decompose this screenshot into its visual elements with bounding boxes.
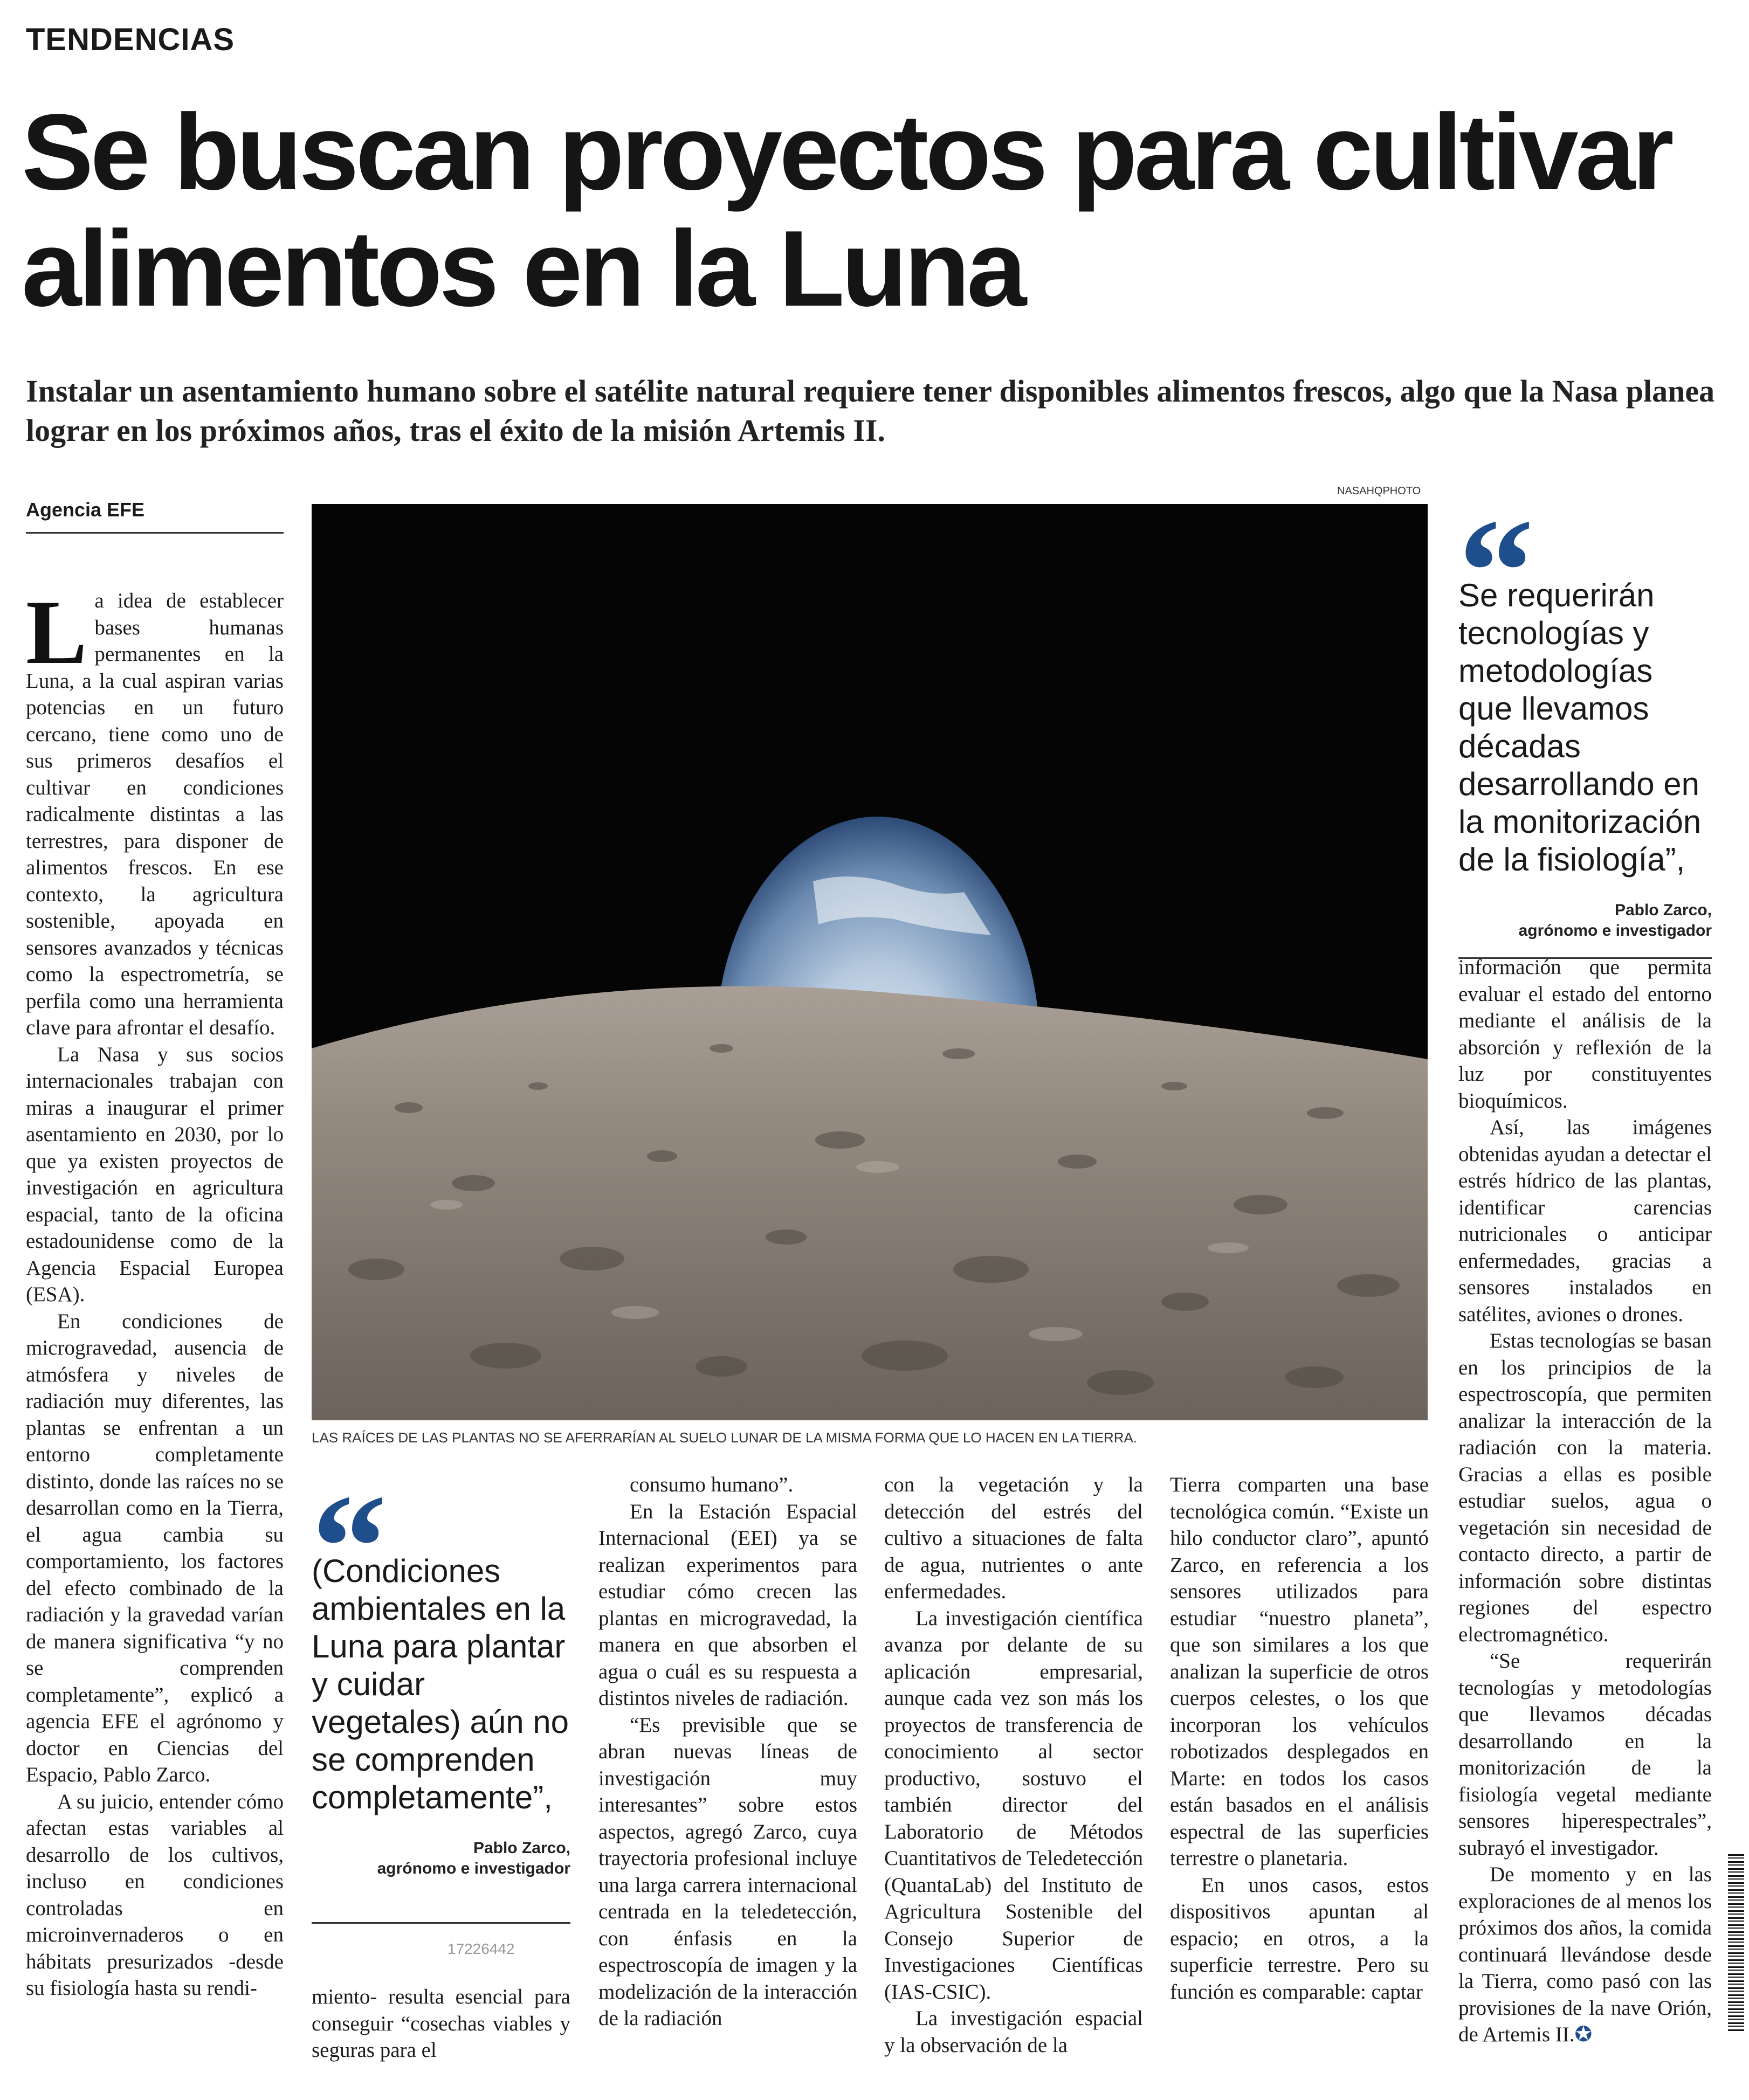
pull-quote-text: (Condiciones ambientales en la Luna para plantar y cuidar vegetales) aún no se comprenden completamente”, <box>312 1553 569 1815</box>
paragraph: consumo humano”. <box>630 1473 794 1496</box>
headline: Se buscan proyectos para cultivar alimentos en la Luna <box>22 92 1671 329</box>
quote-author: Pablo Zarco, <box>473 1839 570 1857</box>
pull-quote-top <box>1458 496 1712 959</box>
photo-credit: NASAHQPHOTO <box>1337 485 1421 497</box>
quote-role: agrónomo e investigador <box>377 1860 570 1877</box>
quote-author: Pablo Zarco, <box>1614 901 1712 919</box>
pull-quote-text: Se requerirán tecnologías y metodologías que llevamos décadas desarrollando en la monitorización de la fisiología”, <box>1458 577 1702 878</box>
ad-code: 17226442 <box>447 1940 515 1957</box>
paragraph: La investigación espacial y la observación de la <box>884 2007 1143 2057</box>
paragraph: “Es previsible que se abran nuevas líneas de investigación muy interesantes” sobre estos aspectos, agregó Zarco, cuya trayectoria profesional incluye una larga carrera internacional centrada en la teledetección, con énfasis en la espectroscopía de imagen y la modelización de la interacción de la radiación <box>598 1713 857 2030</box>
drop-cap: L <box>26 588 87 683</box>
quote-mark-icon <box>1458 496 1712 571</box>
barcode <box>1728 1854 1744 2032</box>
paragraph: a idea de establecer bases humanas permanentes en la Luna, a la cual aspiran varias potencias en un futuro cercano, tiene como uno de sus primeros desafíos el cultivar en condiciones radicalmente distintas a las terrestres, para disponer de alimentos frescos. En ese contexto, la agricultura sostenible, apoyada en sensores avanzados y técnicas como la espectrometría, se perfila como una herramienta clave para afrontar el desafío. <box>26 589 284 1039</box>
article-column-5 <box>1170 1472 1429 2070</box>
paragraph: Así, las imágenes obtenidas ayudan a detectar el estrés hídrico de las plantas, identificar carencias nutricionales o anticipar enfermedades, gracias a sensores instalados en satélites, aviones o drones. <box>1458 1116 1712 1326</box>
paragraph: En condiciones de microgravedad, ausencia de atmósfera y niveles de radiación muy diferentes, las plantas se enfrentan a un entorno completamente distinto, donde las raíces no se desarrollan como en la Tierra, el agua cambia su comportamiento, los factores del efecto combinado de la radiación y la gravedad varían de manera significativa “y no se comprenden completamente”, explicó a agencia EFE el agrónomo y doctor en Ciencias del Espacio, Pablo Zarco. <box>26 1309 284 1786</box>
article-column-1 <box>26 588 284 2064</box>
pull-quote-bottom <box>312 1472 570 1924</box>
article-column-6 <box>1458 954 1712 2070</box>
photo-caption: LAS RAÍCES DE LAS PLANTAS NO SE AFERRARÍAN AL SUELO LUNAR DE LA MISMA FORMA QUE LO HACEN EN LA TIERRA. <box>312 1429 1138 1446</box>
paragraph: información que permita evaluar el estado del entorno mediante el análisis de la absorción y reflexión de la luz por constituyentes bioquímicos. <box>1458 956 1712 1113</box>
paragraph: “Se requerirán tecnologías y metodologías que llevamos décadas desarrollando en la monitorización de la fisiología vegetal mediante sensores hiperespectrales”, subrayó el investigador. <box>1458 1649 1712 1860</box>
quote-role: agrónomo e investigador <box>1518 922 1712 940</box>
article-column-2 <box>312 1984 570 2070</box>
byline: Agencia EFE <box>26 499 284 534</box>
quote-mark-icon <box>312 1472 570 1547</box>
pull-quote-attribution <box>312 1838 570 1879</box>
pull-quote-attribution <box>1458 900 1712 941</box>
paragraph: La Nasa y sus socios internacionales trabajan con miras a inaugurar el primer asentamiento en 2030, por lo que ya existen proyectos de investigación en agricultura espacial, tanto de la oficina estadounidense como de la Agencia Espacial Europea (ESA). <box>26 1042 284 1306</box>
paragraph <box>1458 1861 1712 2048</box>
paragraph: con la vegetación y la detección del estrés del cultivo a situaciones de falta de agua, nutrientes o ante enfermedades. <box>884 1473 1143 1603</box>
subheadline: Instalar un asentamiento humano sobre el satélite natural requiere tener disponibles alimentos frescos, algo que la Nasa planea lograr en los próximos años, tras el éxito de la misión Artemis II. <box>26 374 1715 448</box>
paragraph: Tierra comparten una base tecnológica común. “Existe un hilo conductor claro”, apuntó Zarco, en referencia a los sensores utilizados para estudiar “nuestro planeta”, que son similares a los que analizan la superficie de otros cuerpos celestes, o los que incorporan los vehículos robotizados desplegados en Marte: en todos los casos están basados en el análisis espectral de las superficies terrestre o planetaria. <box>1170 1473 1429 1870</box>
paragraph: A su juicio, entender cómo afectan estas variables al desarrollo de los cultivos, incluso en condiciones controladas en microinvernaderos o en hábitats presurizados -desde su fisiología hasta su rendi- <box>26 1790 284 2000</box>
end-mark-icon: ✪ <box>1574 2023 1593 2046</box>
earthrise-photo <box>312 504 1428 1420</box>
paragraph-text: De momento y en las exploraciones de al menos los próximos dos años, la comida continuará llevándose desde la Tierra, como pasó con las provisiones de la nave Orión, de Artemis II. <box>1458 1863 1712 2046</box>
article-column-4 <box>884 1472 1143 2070</box>
article-column-3 <box>598 1472 857 2070</box>
paragraph: Estas tecnologías se basan en los principios de la espectroscopía, que permiten analizar la interacción de la radiación con la materia. Gracias a ellas es posible estudiar suelos, agua o vegetación sin necesidad de contacto directo, a partir de información sobre distintas regiones del espectro electromagnético. <box>1458 1329 1712 1646</box>
quote-rule <box>312 1922 570 1924</box>
paragraph: En unos casos, estos dispositivos apuntan al espacio; en otros, a la superficie terrestre. Pero su función es comparable: captar <box>1170 1873 1429 2004</box>
section-label: TENDENCIAS <box>26 22 235 57</box>
paragraph: La investigación científica avanza por delante de su aplicación empresarial, aunque cada vez son más los proyectos de transferencia de conocimiento al sector productivo, sostuvo el también director del Laboratorio de Métodos Cuantitativos de Teledetección (QuantaLab) del Instituto de Agricultura Sostenible del Consejo Superior de Investigaciones Científicas (IAS-CSIC). <box>884 1606 1143 2004</box>
paragraph: En la Estación Espacial Internacional (EEI) ya se realizan experimentos para estudiar cómo crecen las plantas en microgravedad, la manera en que absorben el agua o cuál es su respuesta a distintos niveles de radiación. <box>598 1500 857 1710</box>
paragraph: miento- resulta esencial para conseguir “cosechas viables y seguras para el <box>312 1985 570 2062</box>
